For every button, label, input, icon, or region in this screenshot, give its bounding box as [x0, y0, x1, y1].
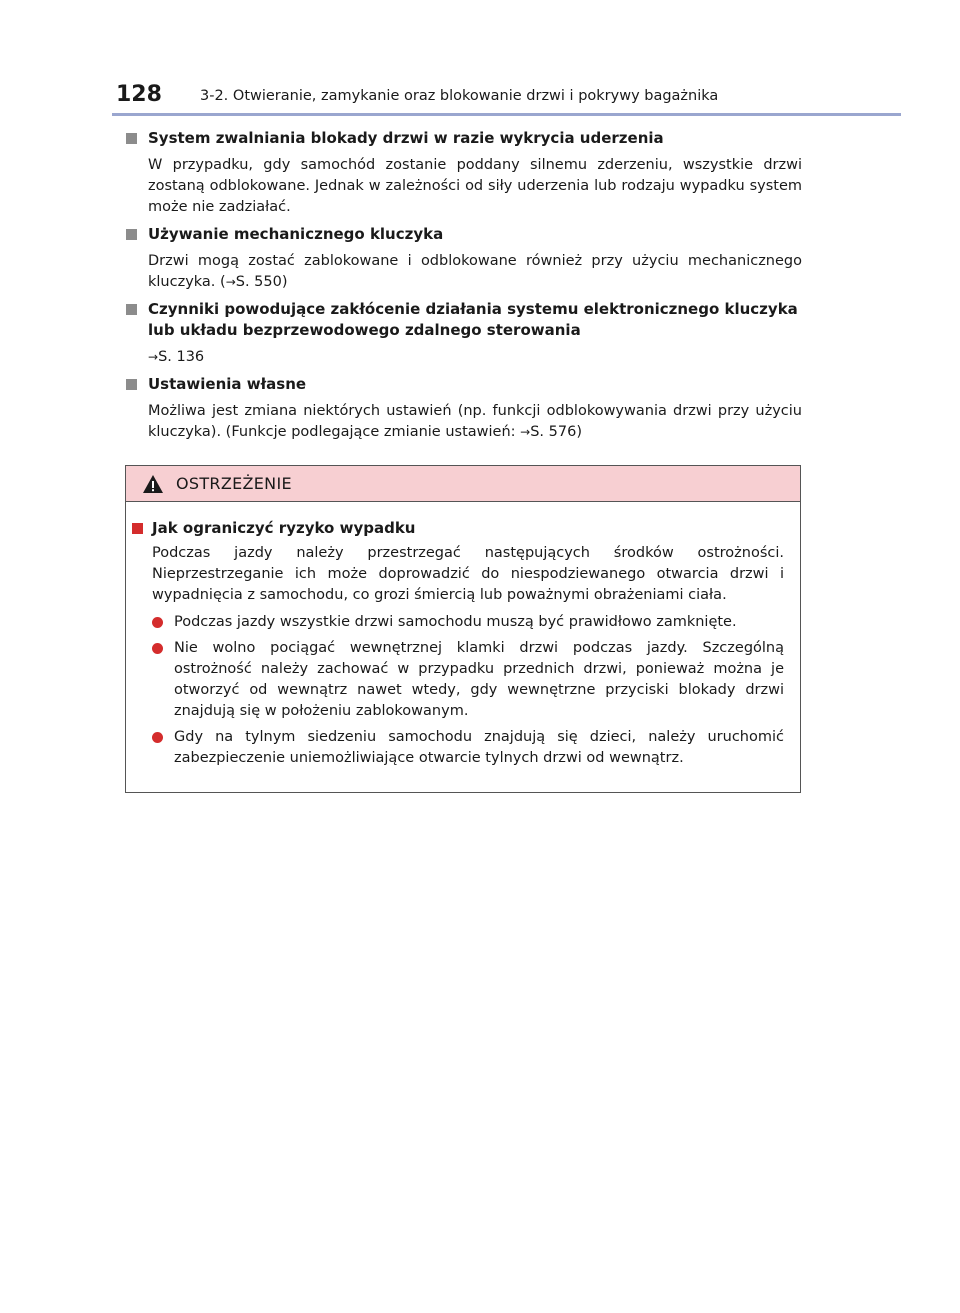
section-body: [126, 401, 802, 443]
section-custom-settings: [126, 374, 802, 443]
list-item-text: Nie wolno pociągać wewnętrznej klamki drzwi podczas jazdy. Szczególną ostrożność należy zachować w przypadku przednich drzwi, ponieważ można je otworzyć od wewnątrz nawet wtedy, gdy wewnętrzne przyciski blokady drzwi znajdują się w położeniu zablokowanym.: [174, 640, 784, 719]
red-dot-bullet-icon: [152, 643, 163, 654]
section-body: W przypadku, gdy samochód zostanie poddany silnemu zderzeniu, wszystkie drzwi zostaną odblokowane. Jednak w zależności od siły uderzenia lub rodzaju wypadku system może nie zadziałać.: [148, 157, 802, 215]
page-reference-text: S. 136: [158, 349, 205, 365]
page-reference-link[interactable]: [520, 424, 576, 440]
arrow-right-icon: →: [520, 425, 531, 439]
red-dot-bullet-icon: [152, 617, 163, 628]
warning-bullet-list: [132, 612, 784, 769]
square-bullet-icon: [126, 133, 137, 144]
red-square-bullet-icon: [132, 523, 143, 534]
section-heading: [126, 299, 802, 341]
section-heading-text: Ustawienia własne: [148, 375, 307, 393]
section-body-text: Drzwi mogą zostać zablokowane i odblokowane również przy użyciu mechanicznego kluczyka. (: [148, 253, 802, 290]
warning-title: OSTRZEŻENIE: [176, 474, 292, 493]
section-interference-factors: [126, 299, 802, 368]
arrow-right-icon: →: [148, 350, 159, 364]
section-heading-text: System zwalniania blokady drzwi w razie wykrycia uderzenia: [148, 129, 664, 147]
list-item-text: Podczas jazdy wszystkie drzwi samochodu muszą być prawidłowo zamknięte.: [174, 614, 737, 630]
section-body: [126, 347, 802, 368]
warning-heading: [132, 518, 784, 539]
warning-intro: Podczas jazdy należy przestrzegać następujących środków ostrożności. Nieprzestrzeganie ich może doprowadzić do niespodziewanego otwarcia drzwi i wypadnięcia z samochodu, co grozi śmiercią lub poważnymi obrażeniami ciała.: [152, 545, 784, 603]
section-body-text: Możliwa jest zmiana niektórych ustawień (np. funkcji odblokowywania drzwi przy użyciu kluczyka). (Funkcje podlegające zmianie ustawień:: [148, 403, 802, 440]
page-reference-link[interactable]: [226, 274, 282, 290]
square-bullet-icon: [126, 229, 137, 240]
warning-box: [125, 465, 801, 793]
square-bullet-icon: [126, 304, 137, 315]
section-mechanical-key: [126, 224, 802, 293]
section-body: [126, 251, 802, 293]
section-heading-text: Czynniki powodujące zakłócenie działania systemu elektronicznego kluczyka lub układu bezprzewodowego zdalnego sterowania: [148, 300, 798, 339]
square-bullet-icon: [126, 379, 137, 390]
chapter-title: 3-2. Otwieranie, zamykanie oraz blokowanie drzwi i pokrywy bagażnika: [200, 88, 719, 104]
section-body-end: ): [576, 424, 582, 440]
list-item: [132, 727, 784, 769]
list-item-text: Gdy na tylnym siedzeniu samochodu znajdują się dzieci, należy uruchomić zabezpieczenie uniemożliwiające otwarcie tylnych drzwi od wewnątrz.: [174, 729, 784, 766]
header-divider: [112, 113, 901, 116]
main-content: [126, 128, 802, 449]
list-item: [132, 612, 784, 633]
section-heading-text: Używanie mechanicznego kluczyka: [148, 225, 444, 243]
page-number: 128: [116, 82, 162, 107]
list-item: [132, 638, 784, 722]
section-door-unlock-on-impact: [126, 128, 802, 218]
warning-heading-text: Jak ograniczyć ryzyko wypadku: [152, 519, 416, 537]
section-heading: [126, 374, 802, 395]
page-reference-text: S. 550: [235, 274, 282, 290]
arrow-right-icon: →: [225, 275, 236, 289]
red-dot-bullet-icon: [152, 732, 163, 743]
section-heading: [126, 128, 802, 149]
page-reference-link[interactable]: [148, 349, 204, 365]
page-reference-text: S. 576: [530, 424, 577, 440]
warning-content: [126, 502, 800, 769]
warning-triangle-icon: [142, 474, 164, 494]
section-heading: [126, 224, 802, 245]
section-body-end: ): [281, 274, 288, 290]
page-header: [112, 82, 902, 116]
warning-header: [126, 466, 800, 502]
